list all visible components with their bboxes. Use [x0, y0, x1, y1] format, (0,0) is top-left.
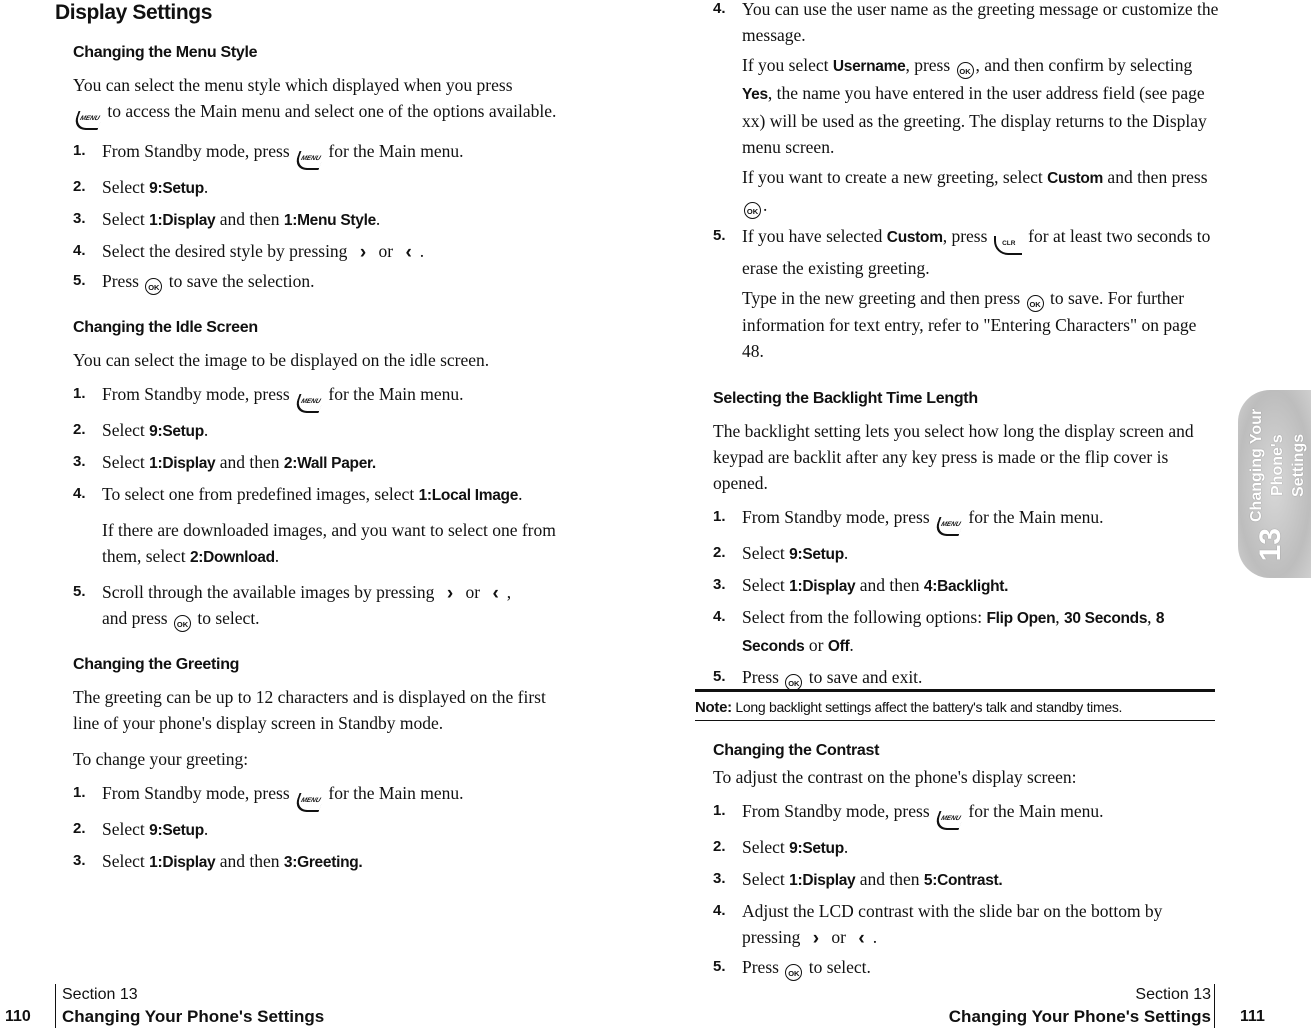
- right-page-number: 111: [1240, 1008, 1265, 1025]
- ok-key-icon: OK: [145, 278, 162, 295]
- step: 5. Scroll through the available images by pressing › or ‹ , and press OK to select.: [73, 579, 575, 632]
- paragraph: You can select the menu style which displayed when you press MENU to access the Main menu and select one of the options available.: [73, 72, 575, 130]
- left-arrow-icon: ‹: [858, 928, 865, 949]
- step: 1. From Standby mode, press MENU for the Main menu.: [713, 504, 1220, 536]
- menu-key-icon: MENU: [933, 811, 966, 830]
- step: 3. Select 1:Display and then 1:Menu Style.: [73, 209, 381, 229]
- step: 2. Select 9:Setup.: [713, 543, 849, 563]
- paragraph: You can select the image to be displayed on the idle screen.: [73, 350, 490, 370]
- ok-key-icon: OK: [957, 62, 974, 79]
- section-heading: Selecting the Backlight Time Length: [713, 390, 978, 407]
- step: 5. Press OK to save the selection.: [73, 268, 575, 295]
- ok-key-icon: OK: [1027, 295, 1044, 312]
- right-footer-rule: [1214, 984, 1215, 1028]
- page-title: Display Settings: [55, 1, 212, 24]
- step: 2. Select 9:Setup.: [73, 819, 209, 839]
- ok-key-icon: OK: [174, 615, 191, 632]
- footer-chapter: Changing Your Phone's Settings: [62, 1007, 325, 1026]
- right-arrow-icon: ›: [812, 928, 820, 949]
- ok-key-icon: OK: [785, 674, 802, 691]
- right-arrow-icon: ›: [446, 583, 454, 604]
- sub-paragraph: If you want to create a new greeting, select Custom and then press OK .: [713, 164, 1220, 219]
- left-arrow-icon: ‹: [492, 583, 499, 604]
- ok-key-icon: OK: [785, 964, 802, 981]
- step: 4. You can use the user name as the greeting message or customize the message.: [713, 0, 1219, 45]
- step: 3. Select 1:Display and then 3:Greeting.: [73, 851, 363, 871]
- section-heading: Changing the Idle Screen: [73, 319, 258, 336]
- footer-section: Section 13: [62, 986, 138, 1003]
- section-tab: [1238, 390, 1311, 578]
- menu-key-icon: MENU: [933, 517, 966, 536]
- paragraph: To adjust the contrast on the phone's display screen:: [713, 767, 1077, 787]
- section-heading: Changing the Menu Style: [73, 44, 258, 61]
- menu-key-icon: MENU: [293, 394, 326, 413]
- idle-screen-section: [55, 319, 575, 632]
- right-arrow-icon: ›: [359, 242, 367, 263]
- sub-paragraph: Type in the new greeting and then press OK to save. For further information for text entry, refer to "Entering Characters" on page 48.: [742, 288, 1197, 361]
- clear-key-icon: CLR: [994, 236, 1022, 255]
- menu-style-section: [55, 44, 575, 295]
- step: 3. Select 1:Display and then 4:Backlight.: [713, 575, 1009, 595]
- section-heading: Changing the Greeting: [73, 656, 240, 673]
- menu-key-icon: MENU: [72, 111, 105, 130]
- paragraph: The backlight setting lets you select how long the display screen and keypad are backlit after any key press is made or the flip cover is opened.: [713, 421, 1194, 493]
- sub-paragraph: If there are downloaded images, and you want to select one from them, select 2:Download.: [102, 520, 556, 566]
- step: 2. Select 9:Setup.: [73, 177, 209, 197]
- left-footer: [62, 984, 324, 1028]
- step: 1. From Standby mode, press MENU for the Main menu.: [73, 381, 575, 413]
- right-footer: [949, 984, 1211, 1028]
- menu-key-icon: MENU: [293, 151, 326, 170]
- step: 1. From Standby mode, press MENU for the Main menu.: [713, 798, 1220, 830]
- backlight-section: [695, 390, 1220, 691]
- section-tab-number: 13: [1254, 528, 1287, 562]
- greeting-section: [55, 656, 575, 876]
- step: 3. Select 1:Display and then 2:Wall Paper.: [73, 452, 376, 472]
- step: 1. From Standby mode, press MENU for the Main menu.: [73, 780, 575, 812]
- step: 4. Adjust the LCD contrast with the slide bar on the bottom by pressing › or ‹ .: [713, 901, 1163, 949]
- ok-key-icon: OK: [744, 202, 761, 219]
- paragraph: To change your greeting:: [73, 749, 249, 769]
- section-tab-label: Changing Your Phone's Settings: [1248, 408, 1307, 522]
- menu-key-icon: MENU: [293, 793, 326, 812]
- sub-paragraph: If you select Username, press OK , and then confirm by selecting Yes, the name you have entered in the user address field (see page xx) will be used as the greeting. The display returns to the Display menu screen.: [742, 55, 1207, 157]
- note-label: Note:: [695, 699, 732, 716]
- section-heading: Changing the Contrast: [713, 742, 880, 759]
- footer-section: Section 13: [1135, 986, 1211, 1003]
- step: 1. From Standby mode, press MENU for the Main menu.: [73, 138, 575, 170]
- step: 5. If you have selected Custom, press CLR for at least two seconds to erase the existing greeting.: [713, 226, 1211, 278]
- contrast-section: [695, 742, 1220, 981]
- step: 2. Select 9:Setup.: [713, 837, 849, 857]
- left-page-number: 110: [5, 1008, 31, 1025]
- step: 4. Select the desired style by pressing › or ‹ .: [73, 241, 425, 263]
- greeting-continued: [695, 0, 1220, 364]
- left-footer-rule: [55, 984, 56, 1028]
- step: 4. Select from the following options: Flip Open, 30 Seconds, 8 Seconds or Off.: [713, 607, 1165, 655]
- step: 5. Press OK to save and exit.: [713, 664, 1220, 691]
- footer-chapter: Changing Your Phone's Settings: [948, 1007, 1211, 1026]
- step: 5. Press OK to select.: [713, 954, 1220, 981]
- left-page: [55, 0, 575, 876]
- note-text: Long backlight settings affect the battery's talk and standby times.: [735, 699, 1123, 715]
- step: 2. Select 9:Setup.: [73, 420, 209, 440]
- step: 4. To select one from predefined images, select 1:Local Image.: [73, 484, 523, 504]
- step: 3. Select 1:Display and then 5:Contrast.: [713, 869, 1003, 889]
- note-box: [695, 689, 1215, 721]
- left-arrow-icon: ‹: [405, 242, 412, 263]
- paragraph: The greeting can be up to 12 characters and is displayed on the first line of your phone's display screen in Standby mode.: [73, 687, 546, 733]
